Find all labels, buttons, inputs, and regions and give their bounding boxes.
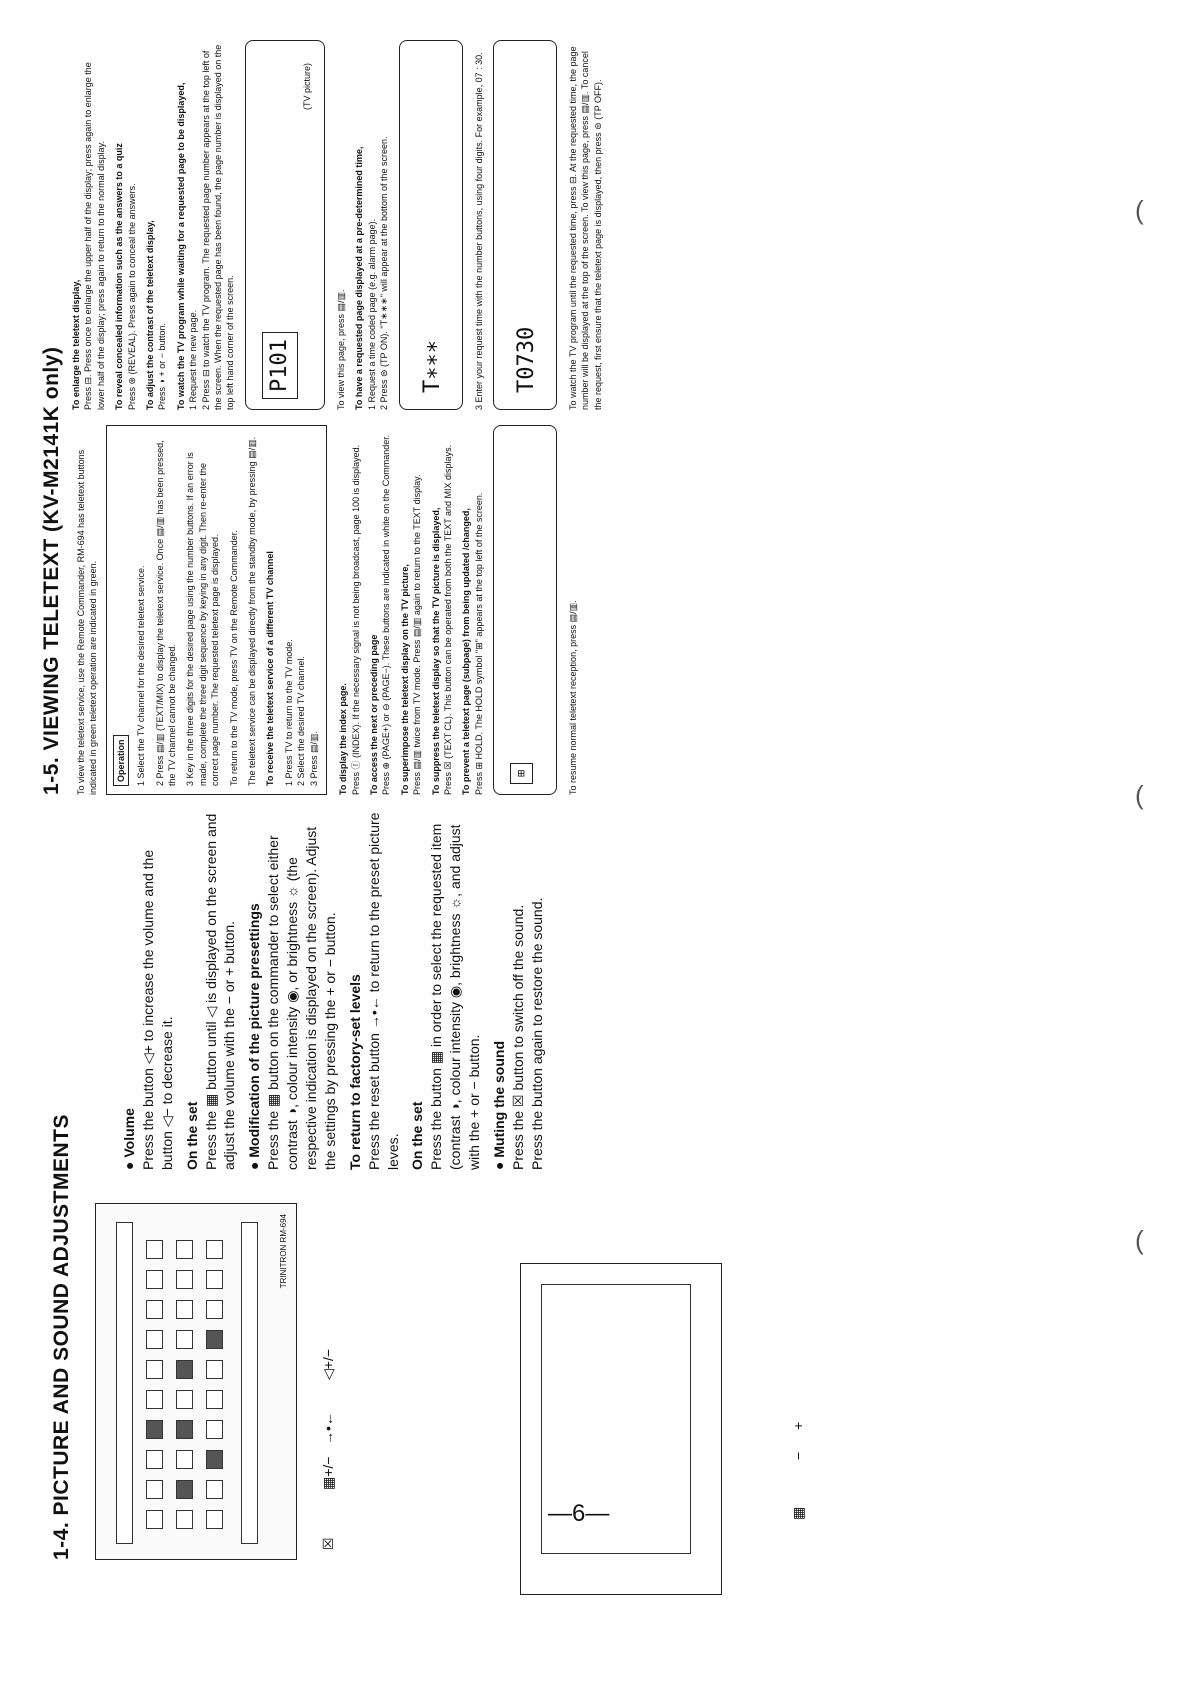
op-step-1: 1 Select the TV channel for the desired teletext service. — [136, 565, 147, 786]
tv-set-illustration — [520, 1263, 722, 1595]
receive-head: To receive the teletext service of a different TV channel — [265, 551, 276, 786]
suppress-head: To suppress the teletext display so that the TV picture is displayed, — [430, 507, 441, 795]
callout-picture: ▦+/− — [320, 1456, 336, 1490]
factory-text: Press the reset button →•← to return to the preset picture leves. — [365, 812, 401, 1170]
screen1-caption: (TV picture) — [302, 63, 313, 111]
access-head: To access the next or preceding page — [368, 634, 379, 795]
superimpose-head: To superimpose the teletext display on the TV picture, — [399, 564, 410, 795]
index-head: To display the index page. — [338, 683, 349, 795]
rotated-page-content — [0, 10, 1150, 1610]
on-set2-head: On the set — [409, 1101, 426, 1170]
screen3-code: T0730 — [513, 326, 539, 393]
prevent-text: Press ⊞ HOLD. The HOLD symbol "⊞" appears at the top left of the screen. — [473, 492, 484, 795]
volume-head: Volume — [121, 1108, 137, 1158]
standby-text: The teletext service can be displayed directly from the standby mode, by pressing ▤/▥. — [247, 436, 258, 786]
page-number: —6— — [548, 1500, 610, 1527]
teletext-column-1 — [75, 425, 586, 795]
on-set2-text: Press the button ▦ in order to select the requested item (contrast ◑, colour intensity ◉, brightness ☼, and adjust with the + or − button. — [428, 823, 483, 1170]
hold-symbol: ⊞ — [510, 763, 533, 784]
receive-step-2: 2 Select the desired TV channel. — [296, 656, 307, 786]
final-text: To watch the TV program until the requested time, press ⊟. At the requested time, the page number will be displayed at the top of the screen. To view this page, press ▤/▥. To cancel the request, first ensure that the teletext page is displayed, then press ⊜ (TP OFF). — [567, 46, 603, 410]
callout-reset: →•← — [320, 1412, 336, 1445]
teletext-intro: To view the teletext service, use the Remote Commander, RM-694 has teletext buttons indicated in green teletext operation are indicated in green. — [76, 449, 99, 795]
reveal-head: To reveal concealed information such as the answers to a quiz — [114, 143, 125, 410]
watch-step-2: 2 Press ⊟ to watch the TV program. The requested page number appears at the top left of the screen. When the requested page has been found, the page number is displayed on the top left hand corner of the screen. — [200, 44, 236, 410]
resume-text: To resume normal teletext reception, press ▤/▥. — [568, 600, 579, 795]
section-title-teletext: 1-5. VIEWING TELETEXT (KV-M2141K only) — [40, 346, 63, 795]
op-step-2: 2 Press ▤/▥ (TEXT/MIX) to display the teletext service. Once ▤/▥ has been pressed, the TV channel cannot be changed. — [154, 440, 178, 786]
volume-text: Press the button ◁+ to increase the volume and the button ◁− to decrease it. — [139, 849, 175, 1170]
remote-commander-illustration — [95, 1203, 297, 1560]
callout-mute: ☒ — [320, 1537, 336, 1550]
callout-volume: ◁+/− — [320, 1348, 336, 1380]
enlarge-head: To enlarge the teletext display, — [71, 279, 81, 410]
view-page-text: To view this page, press ▤/▥. — [335, 289, 346, 410]
contrast-text: Press ◑ + or − button. — [157, 323, 168, 410]
on-set-head: On the set — [183, 1101, 200, 1170]
picture-sound-instructions: ● Volume Press the button ◁+ to increase the volume and the button ◁− to decrease it. On the set Press the ▦ button until ◁ is displayed on the screen and adjust the volume with the − or + button. ● Modification of the picture presettings Press the ▦ button on the commander to select either contrast ◑, colour intensity ◉, or brightness ☼ (the respective indication is displayed on the screen). Adjust the settings by pressing the + or − button. To return to factory-set levels Press the reset button →•← to return to the preset picture leves. On the set Press the button ▦ in order to select the requested item (contrast ◑, colour intensity ◉, brightness ☼, and adjust with the + or − button. ● Muting the sound Press the ☒ button to switch off the sound. Press the button again to restore the sound. — [120, 810, 553, 1170]
contrast-head: To adjust the contrast of the teletext display, — [145, 220, 156, 410]
margin-mark-2: ( — [1135, 780, 1144, 810]
op-step-3: 3 Key in the three digits for the desired page using the number buttons. If an error is made, complete the three digit sequence by keying in any digit. Then re-enter the correct page number. The requested teletext page is displayed. — [185, 452, 221, 786]
modification-text: Press the ▦ button on the commander to select either contrast ◑, colour intensity ◉, or brightness ☼ (the respective indication is displayed on the screen). Adjust the settings by pressing the + or − button. — [265, 826, 338, 1170]
muting-head: Muting the sound — [491, 1040, 508, 1158]
muting-line1: Press the ☒ button to switch off the sound. — [509, 904, 526, 1170]
superimpose-text: Press ▤/▥ twice from TV mode. Press ▤/▥ again to return to the TEXT display. — [412, 474, 423, 795]
suppress-text: Press ☒ (TEXT CL). This button can be operated from both the TEXT and MIX displays. — [442, 444, 453, 795]
timed-step-2: 2 Press ⊜ (TP ON). "T∗∗∗" will appear at the bottom of the screen. — [379, 136, 390, 410]
operation-tag: Operation — [113, 735, 129, 786]
time-screen-illustration — [493, 40, 557, 410]
receive-step-1: 1 Press TV to return to the TV mode. — [283, 639, 294, 786]
access-text: Press ⊕ (PAGE+) or ⊖ (PAGE−). These buttons are indicated in white on the Commander. — [381, 434, 392, 795]
watch-step-1: 1 Request the new page. — [188, 309, 199, 410]
muting-line2: Press the button again to restore the sound. — [528, 897, 545, 1170]
margin-mark-3: ( — [1135, 1225, 1144, 1255]
reveal-text: Press ⊛ (REVEAL). Press again to conceal the answers. — [126, 183, 137, 410]
modification-head: Modification of the picture presettings — [246, 903, 263, 1158]
tp-screen-illustration — [399, 40, 463, 410]
timed-step-1: 1 Request a time coded page (e.g. alarm page). — [366, 218, 377, 410]
hold-screen-illustration — [493, 425, 557, 795]
enlarge-text: Press ⊟. Press once to enlarge the upper half of the display; press again to enlarge the lower half of the display; press again to return to the normal display. — [83, 62, 106, 410]
screen2-code: T∗∗∗ — [419, 340, 445, 393]
on-set-text: Press the ▦ button until ◁ is displayed on the screen and adjust the volume with the − or + button. — [202, 813, 238, 1170]
return-tv-text: To return to the TV mode, press TV on the Remote Commander. — [228, 530, 239, 786]
remote-brand-label: TRINITRON RM-694 — [279, 1214, 288, 1289]
receive-step-3: 3 Press ▤/▥. — [308, 730, 319, 786]
factory-head: To return to factory-set levels — [346, 974, 363, 1170]
teletext-column-2 — [70, 40, 610, 410]
callout-set-minus: − — [790, 1451, 806, 1460]
screen1-page-code: P101 — [262, 332, 298, 399]
margin-mark-1: ( — [1135, 195, 1144, 225]
step-3-text: 3 Enter your request time with the number buttons, using four digits. For example, 07 : 30. — [473, 52, 484, 410]
timed-head: To have a requested page displayed at a pre-determined time, — [354, 146, 365, 410]
prevent-head: To prevent a teletext page (subpage) from being updated /changed, — [461, 508, 472, 795]
tv-picture-screen — [245, 40, 325, 410]
index-text: Press Ⓘ (INDEX). If the necessary signal is not being broadcast, page 100 is displayed. — [350, 444, 361, 795]
callout-set-button: ▦ — [790, 1506, 806, 1520]
operation-box — [106, 425, 327, 795]
watch-head: To watch the TV program while waiting for a requested page to be displayed, — [175, 82, 186, 410]
section-title-picture-sound: 1-4. PICTURE AND SOUND ADJUSTMENTS — [50, 1114, 73, 1560]
callout-set-plus: + — [790, 1421, 806, 1430]
